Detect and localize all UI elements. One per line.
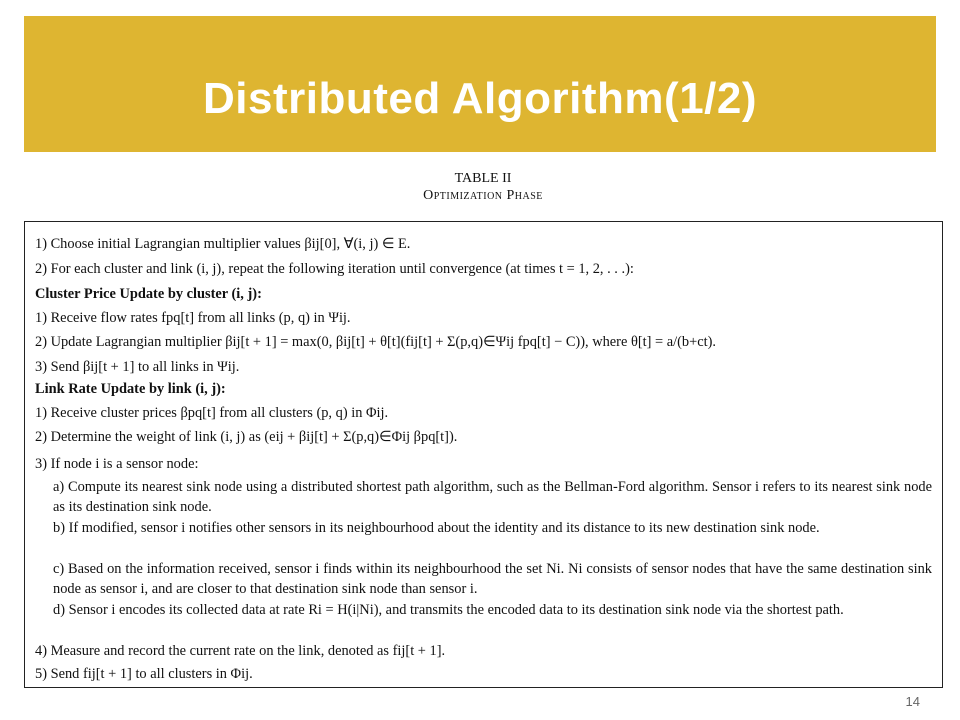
step-line: 3) Send βij[t + 1] to all links in Ψij. bbox=[35, 359, 240, 375]
step-line: 4) Measure and record the current rate on the link, denoted as fij[t + 1]. bbox=[35, 643, 446, 659]
step-line: 3) If node i is a sensor node: bbox=[35, 456, 199, 472]
step-line: 1) Choose initial Lagrangian multiplier values βij[0], ∀(i, j) ∈ E. bbox=[35, 236, 411, 252]
substep-line: d) Sensor i encodes its collected data at rate Ri = H(i|Ni), and transmits the encoded data to its destination sink node via the shortest path. bbox=[53, 602, 844, 618]
substep-line: b) If modified, sensor i notifies other sensors in its neighbourhood about the identity and its distance to its new destination sink node. bbox=[53, 520, 820, 536]
step-line: 2) For each cluster and link (i, j), repeat the following iteration until convergence (at times t = 1, 2, . . .): bbox=[35, 261, 634, 277]
step-line: 5) Send fij[t + 1] to all clusters in Φij. bbox=[35, 666, 253, 682]
table-caption bbox=[0, 170, 960, 204]
page-number: 14 bbox=[905, 694, 920, 709]
section-heading-link-rate: Link Rate Update by link (i, j): bbox=[35, 381, 226, 397]
algorithm-box bbox=[24, 221, 943, 688]
slide-title: Distributed Algorithm(1/2) bbox=[202, 74, 758, 123]
table-number: TABLE II bbox=[454, 171, 512, 186]
substep-line: c) Based on the information received, sensor i finds within its neighbourhood the set Ni. Ni consists of sensor nodes that have the same destination sink node as sensor i, and are closer to that destination sink node than sensor i. bbox=[53, 561, 932, 597]
step-line: 1) Receive cluster prices βpq[t] from all clusters (p, q) in Φij. bbox=[35, 405, 389, 421]
section-heading-cluster-price: Cluster Price Update by cluster (i, j): bbox=[35, 286, 262, 302]
title-banner bbox=[24, 16, 936, 152]
substep-line: a) Compute its nearest sink node using a distributed shortest path algorithm, such as the Bellman-Ford algorithm. Sensor i refers to its nearest sink node as its destination sink node. bbox=[53, 479, 932, 515]
step-line: 2) Update Lagrangian multiplier βij[t + 1] = max(0, βij[t] + θ[t](fij[t] + Σ(p,q)∈Ψij fpq[t] − C)), where θ[t] = a/(b+ct). bbox=[35, 334, 717, 350]
table-name: Optimization Phase bbox=[423, 188, 543, 203]
step-line: 1) Receive flow rates fpq[t] from all links (p, q) in Ψij. bbox=[35, 310, 351, 326]
step-line: 2) Determine the weight of link (i, j) as (eij + βij[t] + Σ(p,q)∈Φij βpq[t]). bbox=[35, 429, 458, 445]
